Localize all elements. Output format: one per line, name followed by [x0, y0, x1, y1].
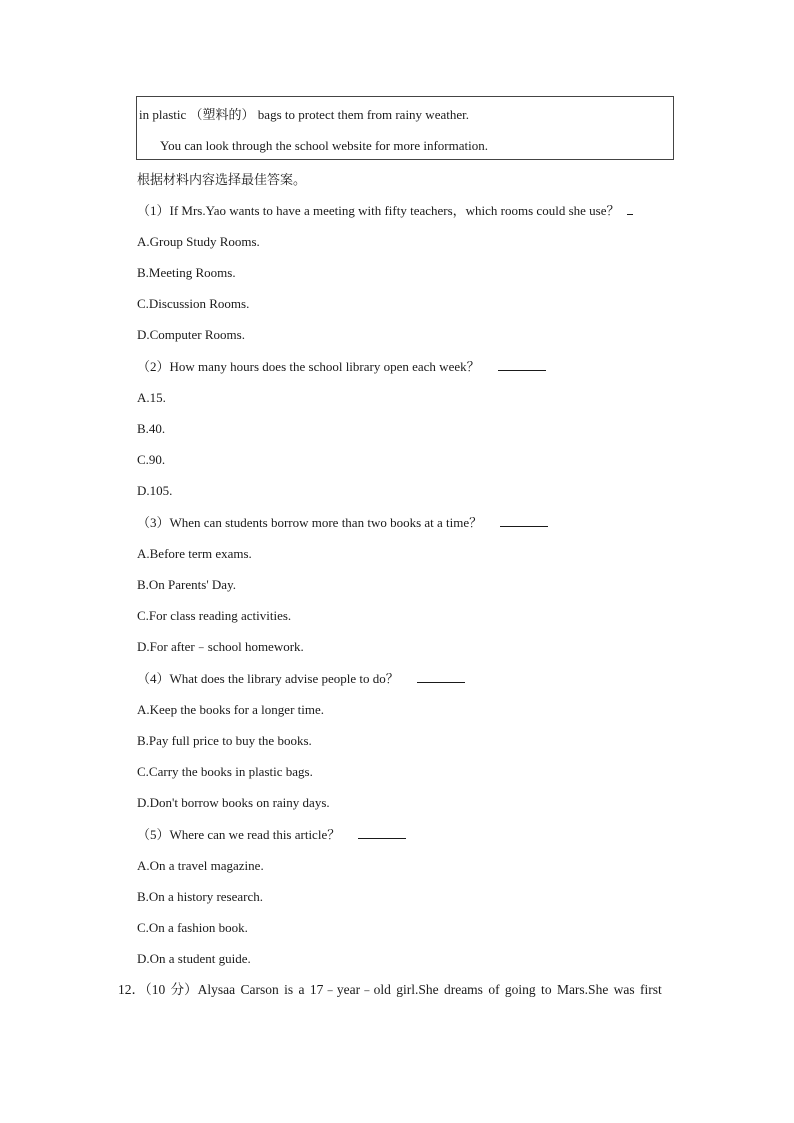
- passage-box: [136, 96, 674, 160]
- option-2b: B.40.: [137, 421, 166, 436]
- option-3a: A.Before term exams.: [137, 546, 252, 561]
- question-12-intro: 12．（10 分）Alysaa Carson is a 17﹣year﹣old girl.She dreams of going to Mars.She was first: [118, 982, 662, 997]
- answer-blank: [358, 827, 406, 839]
- option-1a: A.Group Study Rooms.: [137, 234, 260, 249]
- option-2c: C.90.: [137, 452, 166, 467]
- option-4a: A.Keep the books for a longer time.: [137, 702, 325, 717]
- option-4d: D.Don't borrow books on rainy days.: [137, 795, 330, 810]
- option-3b: B.On Parents' Day.: [137, 577, 236, 592]
- answer-blank: [417, 671, 465, 683]
- passage-line-1: in plastic （塑料的） bags to protect them from rainy weather.: [139, 107, 469, 122]
- option-5b: B.On a history research.: [137, 889, 263, 904]
- question-stem-5: （5）Where can we read this article？: [137, 827, 406, 843]
- option-2a: A.15.: [137, 390, 166, 405]
- option-5d: D.On a student guide.: [137, 951, 251, 966]
- answer-blank: [500, 515, 548, 527]
- option-5a: A.On a travel magazine.: [137, 858, 264, 873]
- option-1d: D.Computer Rooms.: [137, 327, 245, 342]
- option-1c: C.Discussion Rooms.: [137, 296, 250, 311]
- option-1b: B.Meeting Rooms.: [137, 265, 236, 280]
- option-4c: C.Carry the books in plastic bags.: [137, 764, 313, 779]
- answer-blank: [498, 359, 546, 371]
- option-4b: B.Pay full price to buy the books.: [137, 733, 312, 748]
- question-stem-1: （1）If Mrs.Yao wants to have a meeting with fifty teachers，which rooms could she use？: [137, 203, 633, 219]
- option-5c: C.On a fashion book.: [137, 920, 248, 935]
- option-3c: C.For class reading activities.: [137, 608, 292, 623]
- passage-line-2: You can look through the school website for more information.: [160, 138, 488, 153]
- option-2d: D.105.: [137, 483, 173, 498]
- question-stem-2: （2）How many hours does the school library open each week？: [137, 359, 546, 375]
- option-3d: D.For after﹣school homework.: [137, 639, 304, 654]
- instruction: 根据材料内容选择最佳答案。: [137, 172, 307, 187]
- question-stem-4: （4）What does the library advise people to do？: [137, 671, 465, 687]
- answer-blank: [627, 203, 633, 215]
- question-stem-3: （3）When can students borrow more than two books at a time？: [137, 515, 548, 531]
